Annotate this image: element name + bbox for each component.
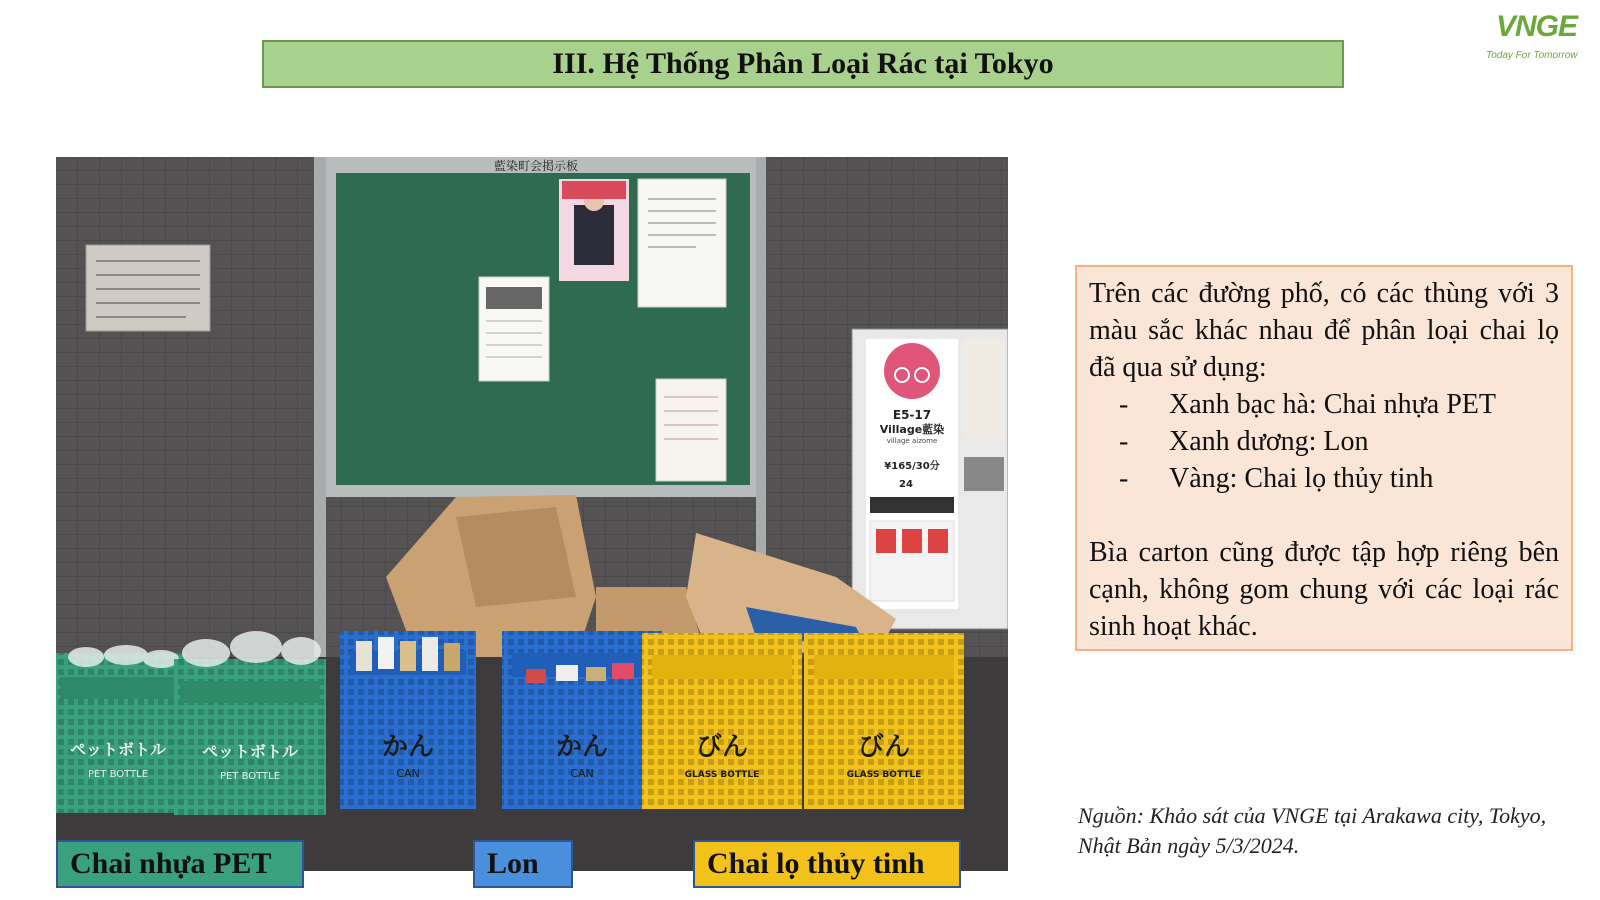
logo-tagline: Today For Tomorrow — [1486, 50, 1578, 61]
bin-can-2-jp: かん — [555, 732, 609, 762]
logo-mark: VNGE — [1496, 10, 1578, 43]
list-item — [1089, 423, 1559, 460]
slide-title-bar — [262, 40, 1344, 88]
station-sub: village aizome — [886, 437, 938, 445]
bin-pet-1 — [56, 653, 186, 813]
note-outro: Bìa carton cũng được tập hợp riêng bên cạnh, không gom chung với các loại rác sinh hoạt khác. — [1089, 537, 1559, 642]
slide-title: III. Hệ Thống Phân Loại Rác tại Tokyo — [552, 47, 1054, 80]
list-item-text: Xanh dương: Lon — [1169, 426, 1369, 457]
bin-color-list — [1089, 386, 1559, 497]
label-glass-bottle: Chai lọ thủy tinh — [693, 840, 961, 888]
bin-can-2 — [502, 631, 662, 809]
bin-can-2-en: CAN — [570, 767, 594, 780]
station-price: ¥165/30分 — [884, 461, 940, 472]
board-sign: 藍染町会掲示板 — [493, 159, 579, 173]
bin-glass-1-en: GLASS BOTTLE — [684, 770, 760, 780]
bin-pet-1-en: PET BOTTLE — [87, 769, 149, 780]
bin-glass-2-en: GLASS BOTTLE — [846, 770, 922, 780]
vnge-logo — [1480, 6, 1592, 62]
list-item-text: Xanh bạc hà: Chai nhựa PET — [1169, 389, 1496, 420]
bin-glass-2-jp: びん — [857, 732, 911, 762]
spacer — [1089, 497, 1559, 534]
bin-pet-2-jp: ペットボトル — [201, 742, 299, 761]
list-dash: - — [1119, 389, 1129, 420]
station-day: 24 — [899, 479, 913, 490]
list-item — [1089, 460, 1559, 497]
bin-glass-1 — [642, 633, 802, 809]
station-code: E5-17 — [892, 408, 932, 422]
source-caption: Nguồn: Khảo sát của VNGE tại Arakawa city, Tokyo, Nhật Bản ngày 5/3/2024. — [1078, 803, 1547, 858]
bin-pet-1-jp: ペットボトル — [69, 740, 167, 759]
list-dash: - — [1119, 426, 1129, 457]
label-pet-bottle: Chai nhựa PET — [56, 840, 304, 888]
explanation-box — [1075, 265, 1573, 651]
label-can: Lon — [473, 840, 573, 888]
station-name: Village藍染 — [879, 423, 945, 436]
poster-notice — [638, 179, 726, 307]
bin-glass-1-jp: びん — [695, 732, 749, 762]
list-item-text: Vàng: Chai lọ thủy tinh — [1169, 463, 1434, 494]
board-post-left — [314, 157, 326, 657]
bin-glass-2 — [804, 633, 964, 809]
bike-icon — [884, 343, 940, 399]
poster-memo — [656, 379, 726, 481]
list-dash: - — [1119, 463, 1129, 494]
bin-pet-2-en: PET BOTTLE — [219, 771, 281, 782]
note-intro: Trên các đường phố, có các thùng với 3 màu sắc khác nhau để phân loại chai lọ đã qua sử dụng: — [1089, 278, 1559, 383]
bin-can-1-jp: かん — [381, 732, 435, 762]
list-item — [1089, 386, 1559, 423]
bin-pet-2 — [174, 659, 326, 815]
street-photo — [56, 157, 1008, 871]
bin-can-1-en: CAN — [396, 767, 420, 780]
